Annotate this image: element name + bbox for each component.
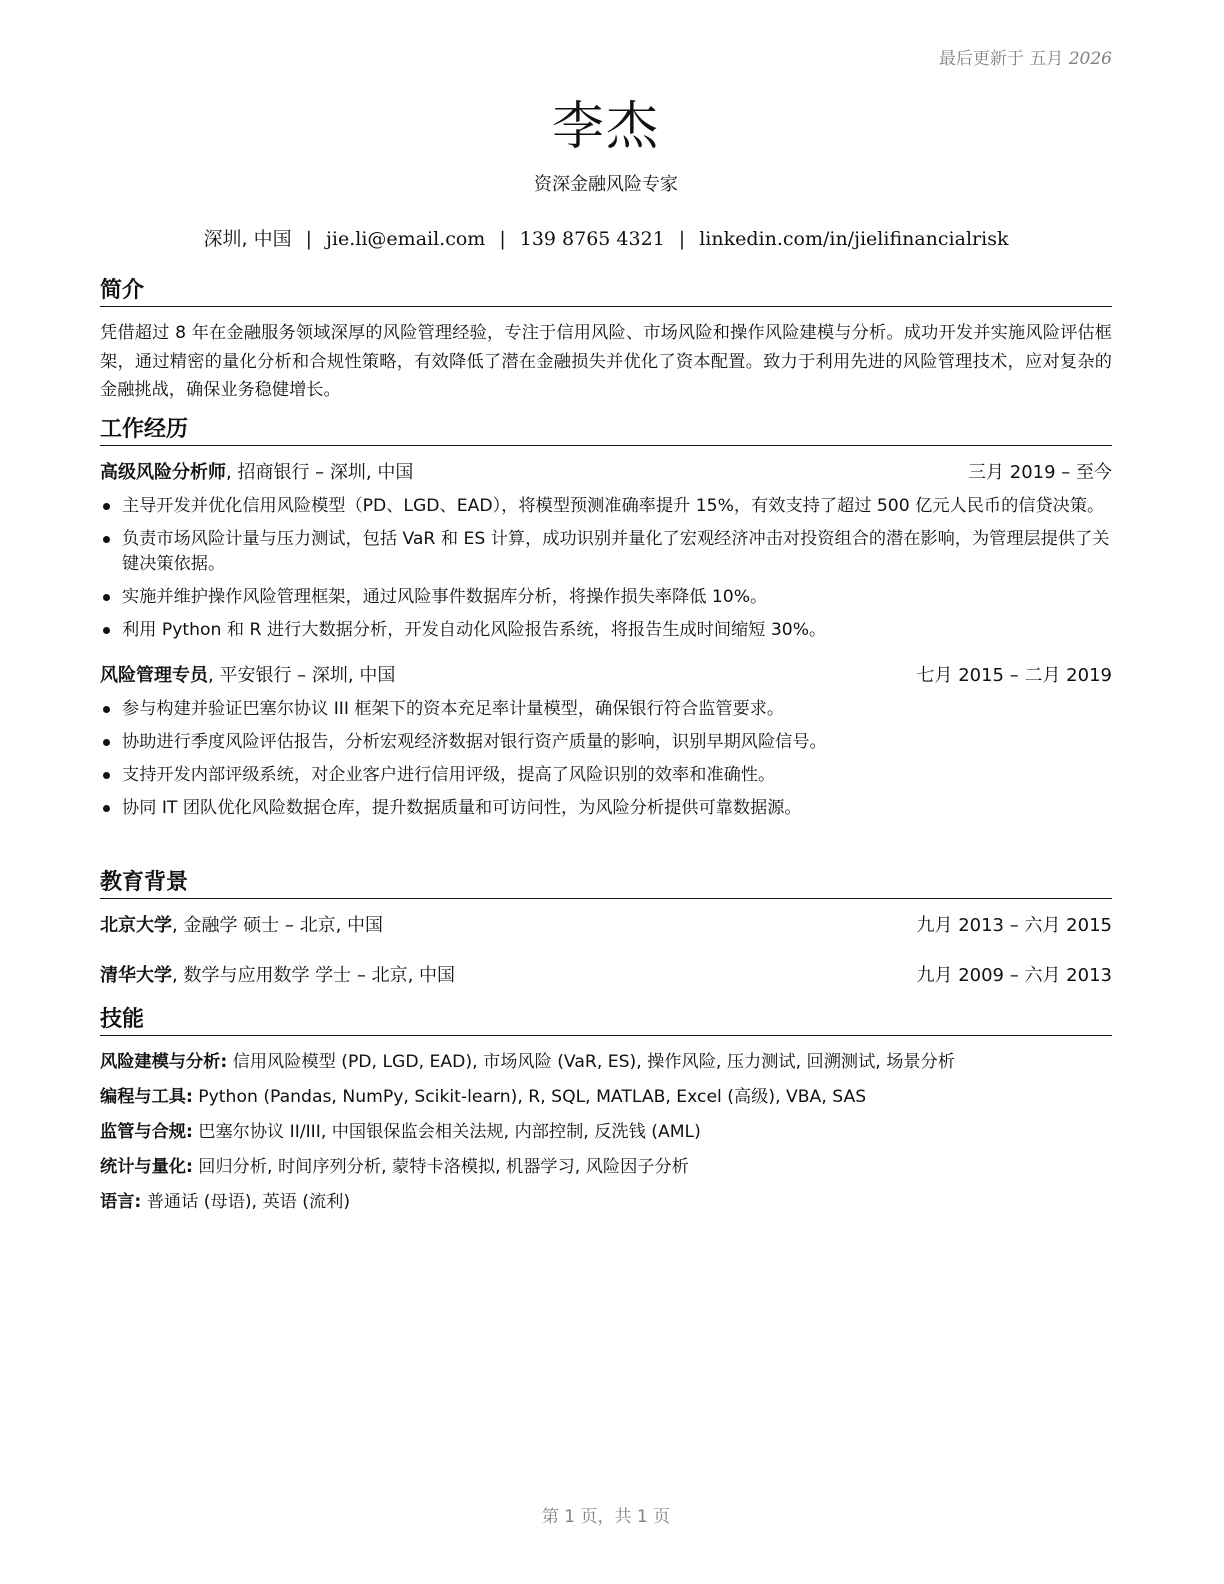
skill-value: 普通话 (母语), 英语 (流利): [141, 1192, 351, 1212]
job-date: 七月 2015 – 二月 2019: [916, 665, 1112, 686]
list-item: [100, 618, 1112, 643]
skill-label: 统计与量化:: [100, 1157, 193, 1177]
bullet-text: 实施并维护操作风险管理框架，通过风险事件数据库分析，将操作损失率降低 10%。: [122, 587, 768, 607]
job-bullets: [100, 697, 1112, 821]
summary-section: [100, 277, 1112, 405]
skill-row: [100, 1190, 1112, 1215]
contact-location: 深圳, 中国: [203, 228, 292, 250]
contact-linkedin[interactable]: linkedin.com/in/jielifinancialrisk: [699, 228, 1009, 250]
education-section: [100, 869, 1112, 989]
bullet-dot-icon: [103, 805, 110, 812]
job-role: 高级风险分析师: [100, 462, 226, 483]
job-header: [100, 663, 1112, 689]
bullet-dot-icon: [103, 536, 110, 543]
bullet-dot-icon: [103, 627, 110, 634]
skill-value: 回归分析, 时间序列分析, 蒙特卡洛模拟, 机器学习, 风险因子分析: [192, 1157, 689, 1177]
candidate-title: 资深金融风险专家: [534, 174, 678, 195]
last-updated: [939, 44, 1112, 69]
school-name: 清华大学: [100, 965, 172, 986]
education-entry: [100, 913, 1112, 939]
summary-heading: 简介: [100, 277, 1112, 307]
education-entry: [100, 963, 1112, 989]
education-heading: 教育背景: [100, 869, 1112, 899]
bullet-text: 支持开发内部评级系统，对企业客户进行信用评级，提高了风险识别的效率和准确性。: [122, 765, 776, 785]
list-item: [100, 730, 1112, 755]
skill-label: 编程与工具:: [100, 1087, 193, 1107]
skills-section: [100, 1006, 1112, 1215]
job-org: , 招商银行 – 深圳, 中国: [226, 462, 414, 483]
bullet-text: 协助进行季度风险评估报告，分析宏观经济数据对银行资产质量的影响，识别早期风险信号。: [122, 732, 827, 752]
list-item: [100, 494, 1112, 519]
skill-label: 风险建模与分析:: [100, 1052, 228, 1072]
skills-heading: 技能: [100, 1006, 1112, 1036]
skill-row: [100, 1050, 1112, 1075]
experience-heading: 工作经历: [100, 416, 1112, 446]
contact-email[interactable]: jie.li@email.com: [326, 228, 486, 250]
job-bullets: [100, 494, 1112, 643]
bullet-dot-icon: [103, 739, 110, 746]
skill-label: 监管与合规:: [100, 1122, 193, 1142]
last-updated-year: 2026: [1068, 49, 1112, 69]
degree-detail: , 数学与应用数学 学士 – 北京, 中国: [172, 965, 456, 986]
bullet-dot-icon: [103, 503, 110, 510]
contact-separator: |: [499, 228, 506, 250]
contact-separator: |: [678, 228, 686, 250]
skill-row: [100, 1085, 1112, 1110]
bullet-dot-icon: [103, 706, 110, 713]
bullet-text: 协同 IT 团队优化风险数据仓库，提升数据质量和可访问性，为风险分析提供可靠数据源。: [122, 798, 802, 818]
school-name: 北京大学: [100, 915, 172, 936]
job-entry: [100, 663, 1112, 821]
skill-label: 语言:: [100, 1192, 142, 1212]
skill-row: [100, 1120, 1112, 1145]
page-number: 第 1 页，共 1 页: [541, 1507, 671, 1527]
summary-text: 凭借超过 8 年在金融服务领域深厚的风险管理经验，专注于信用风险、市场风险和操作风险建模与分析。成功开发并实施风险评估框架，通过精密的量化分析和合规性策略，有效降低了潜在金融损失并优化了资本配置。致力于利用先进的风险管理技术，应对复杂的金融挑战，确保业务稳健增长。: [100, 323, 1112, 400]
job-entry: [100, 460, 1112, 643]
skill-value: 信用风险模型 (PD, LGD, EAD), 市场风险 (VaR, ES), 操作风险, 压力测试, 回溯测试, 场景分析: [227, 1052, 955, 1072]
experience-section: [100, 416, 1112, 821]
list-item: [100, 697, 1112, 722]
contact-separator: |: [305, 228, 313, 250]
job-date: 三月 2019 – 至今: [968, 462, 1112, 483]
education-date: 九月 2009 – 六月 2013: [916, 965, 1112, 986]
skill-value: 巴塞尔协议 II/III, 中国银保监会相关法规, 内部控制, 反洗钱 (AML): [192, 1122, 701, 1142]
list-item: [100, 585, 1112, 610]
last-updated-prefix: 最后更新于 五月: [938, 49, 1064, 69]
job-role: 风险管理专员: [100, 665, 208, 686]
bullet-text: 负责市场风险计量与压力测试，包括 VaR 和 ES 计算，成功识别并量化了宏观经济冲击对投资组合的潜在影响，为管理层提供了关键决策依据。: [122, 529, 1110, 574]
candidate-name: 李杰: [551, 97, 660, 157]
list-item: [100, 527, 1112, 577]
job-org: , 平安银行 – 深圳, 中国: [208, 665, 396, 686]
bullet-dot-icon: [103, 594, 110, 601]
skill-row: [100, 1155, 1112, 1180]
bullet-text: 参与构建并验证巴塞尔协议 III 框架下的资本充足率计量模型，确保银行符合监管要求。: [122, 699, 785, 719]
list-item: [100, 796, 1112, 821]
bullet-text: 主导开发并优化信用风险模型（PD、LGD、EAD），将模型预测准确率提升 15%，有效支持了超过 500 亿元人民币的信贷决策。: [122, 496, 1105, 516]
bullet-dot-icon: [103, 772, 110, 779]
contact-line: [100, 224, 1112, 251]
degree-detail: , 金融学 硕士 – 北京, 中国: [172, 915, 384, 936]
list-item: [100, 763, 1112, 788]
education-date: 九月 2013 – 六月 2015: [916, 915, 1112, 936]
bullet-text: 利用 Python 和 R 进行大数据分析，开发自动化风险报告系统，将报告生成时间缩短 30%。: [122, 620, 827, 640]
resume-page: [100, 0, 1112, 1584]
contact-phone: 139 8765 4321: [519, 228, 665, 250]
job-header: [100, 460, 1112, 486]
skill-value: Python (Pandas, NumPy, Scikit-learn), R, SQL, MATLAB, Excel (高级), VBA, SAS: [192, 1087, 867, 1107]
